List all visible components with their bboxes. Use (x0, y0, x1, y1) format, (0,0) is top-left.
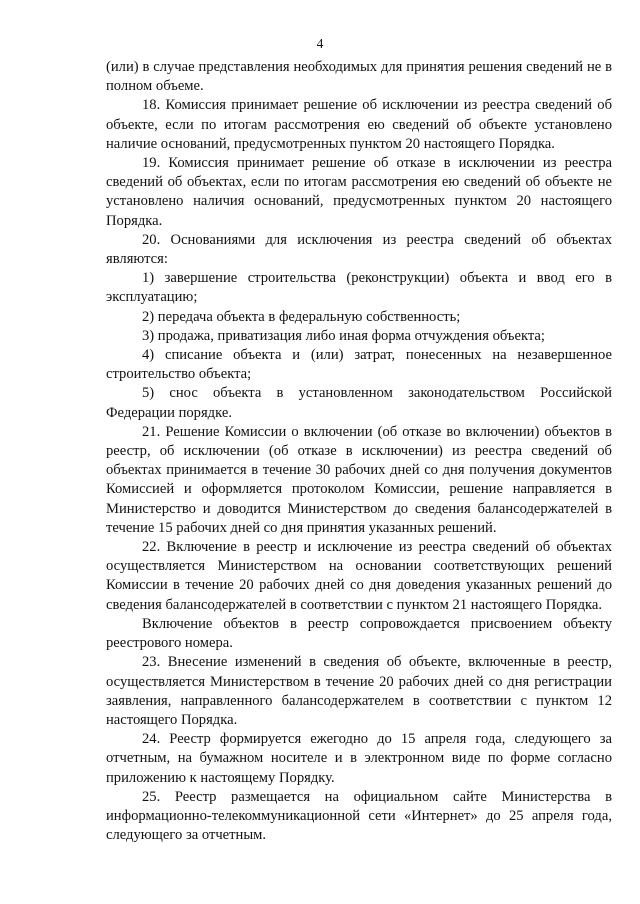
paragraph-23: 23. Внесение изменений в сведения об объекте, включенные в реестр, осуществляется Министерством в течение 20 рабочих дней со дня регистрации заявления, направленного балансодержателем в соответствии с пунктом 12 настоящего Порядка. (106, 654, 612, 728)
paragraph-25: 25. Реестр размещается на официальном сайте Министерства в информационно-телекоммуникационной сети «Интернет» до 25 апреля года, следующего за отчетным. (106, 788, 612, 844)
paragraph-22: 22. Включение в реестр и исключение из реестра сведений об объектах осуществляется Министерством на основании соответствующих решений Комиссии в течение 20 рабочих дней со дня доведения указанных решений до сведения балансодержателей в соответствии с пунктом 21 настоящего Порядка. (106, 539, 612, 613)
paragraph-continuation: (или) в случае представления необходимых для принятия решения сведений не в полном объеме. (106, 59, 612, 95)
paragraph-22-note: Включение объектов в реестр сопровождается присвоением объекту реестрового номера. (106, 615, 612, 652)
list-item-20-2: 2) передача объекта в федеральную собственность; (142, 308, 461, 325)
list-item-20-4: 4) списание объекта и (или) затрат, понесенных на незавершенное строительство объекта; (106, 347, 612, 383)
paragraph-21: 21. Решение Комиссии о включении (об отказе во включении) объектов в реестр, об исключении (об отказе в исключении) из реестра сведений об объектах принимается в течение 30 рабочих дней со дня получения документов Комиссией и оформляется протоколом Комиссии, решение направляется в Министерство и доводится Министерством до сведения балансодержателей в течение 15 рабочих дней со дня принятия указанных решений. (106, 423, 612, 536)
paragraph-20: 20. Основаниями для исключения из реестра сведений об объектах являются: (106, 231, 612, 268)
page-number: 4 (316, 36, 324, 51)
paragraph-24: 24. Реестр формируется ежегодно до 15 апреля года, следующего за отчетным, на бумажном носителе и в электронном виде по форме согласно приложению к настоящему Порядку. (106, 731, 612, 786)
list-item-20-3: 3) продажа, приватизация либо иная форма отчуждения объекта; (142, 327, 545, 344)
list-item-20-1: 1) завершение строительства (реконструкции) объекта и ввод его в эксплуатацию; (106, 270, 612, 306)
document-body (106, 58, 612, 845)
paragraph-19: 19. Комиссия принимает решение об отказе в исключении из реестра сведений об объектах, если по итогам рассмотрения ею сведений об объекте не установлено наличия оснований, предусмотренных пунктом 20 настоящего Порядка. (106, 155, 612, 229)
list-item-20-5: 5) снос объекта в установленном законодательством Российской Федерации порядке. (106, 385, 612, 421)
paragraph-18: 18. Комиссия принимает решение об исключении из реестра сведений об объекте, если по итогам рассмотрения ею сведений об объекте установлено наличие оснований, предусмотренных пунктом 20 настоящего Порядка. (106, 97, 612, 152)
